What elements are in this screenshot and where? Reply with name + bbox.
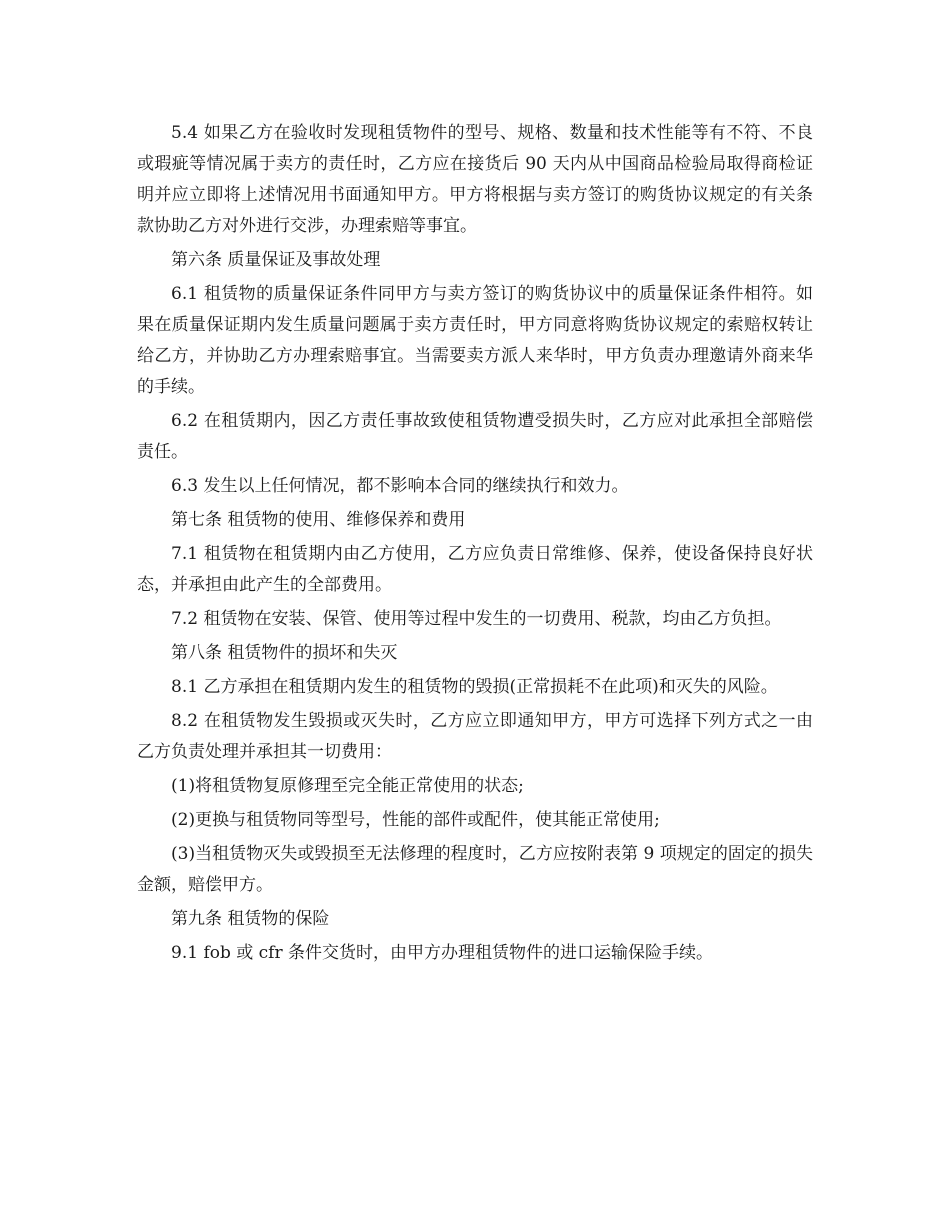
section-heading: 第九条 租赁物的保险: [171, 909, 330, 929]
clause-paragraph: 7.2 租赁物在安装、保管、使用等过程中发生的一切费用、税款，均由乙方负担。: [171, 609, 782, 629]
section-heading: 第七条 租赁物的使用、维修保养和费用: [171, 510, 466, 530]
clause-paragraph: 6.1 租赁物的质量保证条件同甲方与卖方签订的购货协议中的质量保证条件相符。如果在质量保证期内发生质量问题属于卖方责任时，甲方同意将购货协议规定的索赔权转让给乙方，并协助乙方办理索赔事宜。当需要卖方派人来华时，甲方负责办理邀请外商来华的手续。: [137, 284, 813, 397]
clause-paragraph: 7.1 租赁物在租赁期内由乙方使用，乙方应负责日常维修、保养，使设备保持良好状态，并承担由此产生的全部费用。: [137, 544, 813, 595]
section-heading: 第八条 租赁物件的损坏和失灭: [171, 643, 398, 663]
clause-paragraph: 8.1 乙方承担在租赁期内发生的租赁物的毁损(正常损耗不在此项)和灭失的风险。: [171, 677, 778, 697]
clause-paragraph: 8.2 在租赁物发生毁损或灭失时，乙方应立即通知甲方，甲方可选择下列方式之一由乙方负责处理并承担其一切费用：: [137, 711, 813, 762]
clause-paragraph: 6.2 在租赁期内，因乙方责任事故致使租赁物遭受损失时，乙方应对此承担全部赔偿责任。: [137, 411, 813, 462]
clause-paragraph: (2)更换与租赁物同等型号，性能的部件或配件，使其能正常使用;: [171, 810, 660, 830]
document-page: [137, 118, 813, 972]
clause-paragraph: (3)当租赁物灭失或毁损至无法修理的程度时，乙方应按附表第 9 项规定的固定的损失金额，赔偿甲方。: [137, 844, 813, 895]
clause-paragraph: 6.3 发生以上任何情况，都不影响本合同的继续执行和效力。: [171, 476, 629, 496]
clause-paragraph: 9.1 fob 或 cfr 条件交货时，由甲方办理租赁物件的进口运输保险手续。: [171, 943, 713, 963]
clause-paragraph: 5.4 如果乙方在验收时发现租赁物件的型号、规格、数量和技术性能等有不符、不良或瑕疵等情况属于卖方的责任时，乙方应在接货后 90 天内从中国商品检验局取得商检证明并应立即将上述情况用书面通知甲方。甲方将根据与卖方签订的购货协议规定的有关条款协助乙方对外进行交涉，办理索赔等事宜。: [137, 123, 813, 236]
section-heading: 第六条 质量保证及事故处理: [171, 250, 381, 270]
clause-paragraph: (1)将租赁物复原修理至完全能正常使用的状态;: [171, 776, 524, 796]
